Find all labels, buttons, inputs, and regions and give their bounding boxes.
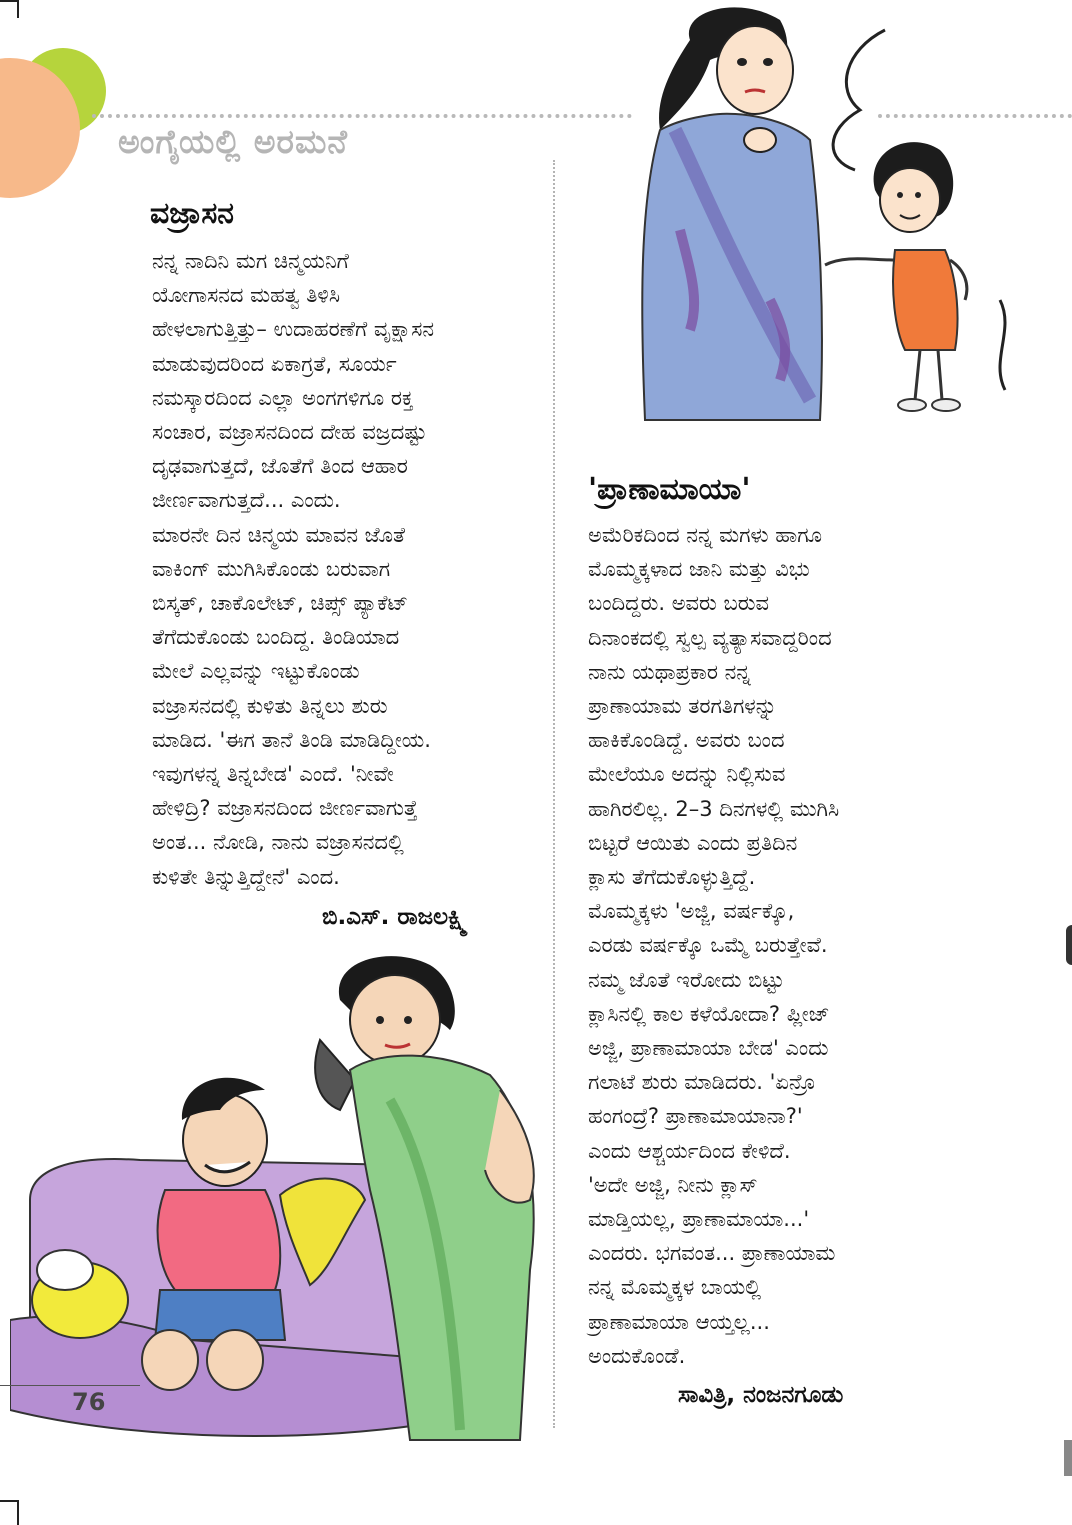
edge-thumb-mark <box>1064 1440 1072 1476</box>
page-number: 76 <box>72 1388 106 1416</box>
story2-line: ಎಂದರು. ಭಗವಂತ... ಪ್ರಾಣಾಯಾಮ <box>588 1241 836 1266</box>
story2-line: ಅಂದುಕೊಂಡೆ. <box>588 1343 686 1368</box>
story1-line: ನನ್ನ ನಾದಿನಿ ಮಗ ಚಿನ್ಮಯನಿಗೆ <box>152 249 349 273</box>
story1-line: ಜೀರ್ಣವಾಗುತ್ತದೆ... ಎಂದು. <box>152 488 341 513</box>
story2-line: ಎಂದು ಆಶ್ಚರ್ಯದಿಂದ ಕೇಳಿದೆ. <box>588 1138 791 1163</box>
story2-line: ಪ್ರಾಣಾಯಾಮ ತರಗತಿಗಳನ್ನು <box>588 694 777 719</box>
story2-body <box>588 518 839 1373</box>
story2-line: ಮೊಮ್ಮಕ್ಕಳು 'ಅಜ್ಜಿ, ವರ್ಷಕ್ಕೊ, <box>588 899 795 924</box>
crop-mark-top-v <box>17 0 19 18</box>
story1-line: ಕುಳಿತೇ ತಿನ್ನುತ್ತಿದ್ದೇನೆ' ಎಂದ. <box>152 864 340 889</box>
story2-line: ನಾನು ಯಥಾಪ್ರಕಾರ ನನ್ನ <box>588 659 751 684</box>
story1-line: ಮಾಡುವುದರಿಂದ ಏಕಾಗ್ರತೆ, ಸೂರ್ಯ <box>152 351 397 376</box>
crop-mark-bottom-v <box>17 1500 19 1525</box>
story2-line: ಅಮೆರಿಕದಿಂದ ನನ್ನ ಮಗಳು ಹಾಗೂ <box>588 523 822 547</box>
header-dotted-rule-left <box>92 114 632 118</box>
story2-line: ಅಜ್ಜಿ, ಪ್ರಾಣಾಮಾಯಾ ಬೇಡ' ಎಂದು <box>588 1036 829 1061</box>
story2-line: ಗಲಾಟೆ ಶುರು ಮಾಡಿದರು. 'ಏನ್ರೊ <box>588 1070 816 1095</box>
story2-line: ಮೊಮ್ಮಕ್ಕಳಾದ ಜಾನಿ ಮತ್ತು ವಿಭು <box>588 557 810 582</box>
story1-line: ಮಾರನೇ ದಿನ ಚಿನ್ಮಯ ಮಾವನ ಜೊತೆ <box>152 522 405 547</box>
story2-line: ಪ್ರಾಣಾಮಾಯಾ ಆಯ್ತಲ್ಲ... <box>588 1309 770 1334</box>
story1-line: ಹೇಳಲಾಗುತ್ತಿತ್ತು– ಉದಾಹರಣೆಗೆ ವೃಕ್ಷಾಸನ <box>152 317 435 342</box>
story2-line: ಹಂಗಂದ್ರೆ? ಪ್ರಾಣಾಮಾಯಾನಾ?' <box>588 1104 803 1129</box>
story2-line: ಹಾಗಿರಲಿಲ್ಲ. 2–3 ದಿನಗಳಲ್ಲಿ ಮುಗಿಸಿ <box>588 796 840 821</box>
woman-and-girl-illustration <box>620 0 1072 440</box>
story1-line: ವಾಕಿಂಗ್ ಮುಗಿಸಿಕೊಂಡು ಬರುವಾಗ <box>152 556 391 581</box>
story2-line: ಬಂದಿದ್ದರು. ಅವರು ಬರುವ <box>588 591 769 616</box>
story1-title: ವಜ್ರಾಸನ <box>150 196 234 231</box>
crop-mark-top <box>0 0 18 2</box>
story1-line: ಹೇಳಿದ್ರಿ? ವಜ್ರಾಸನದಿಂದ ಜೀರ್ಣವಾಗುತ್ತೆ <box>152 796 418 821</box>
story2-line: ಕ್ಲಾಸು ತೆಗೆದುಕೊಳ್ಳುತ್ತಿದ್ದೆ. <box>588 865 756 890</box>
story1-line: ಬಿಸ್ಕತ್, ಚಾಕೊಲೇಟ್, ಚಿಪ್ಸ್ ಪ್ಯಾಕೆಟ್ <box>152 591 409 616</box>
story1-line: ಅಂತ... ನೋಡಿ, ನಾನು ವಜ್ರಾಸನದಲ್ಲಿ <box>152 830 404 855</box>
section-title: ಅಂಗೈಯಲ್ಲಿ ಅರಮನೆ <box>118 122 349 161</box>
story2-line: ದಿನಾಂಕದಲ್ಲಿ ಸ್ವಲ್ಪ ವ್ಯತ್ಯಾಸವಾದ್ದರಿಂದ <box>588 625 832 650</box>
story2-line: ನಮ್ಮ ಜೊತೆ ಇರೋದು ಬಿಟ್ಟು <box>588 967 785 992</box>
story1-line: ನಮಸ್ಕಾರದಿಂದ ಎಲ್ಲಾ ಅಂಗಗಳಿಗೂ ರಕ್ತ <box>152 385 414 410</box>
story2-line: 'ಅದೇ ಅಜ್ಜಿ, ನೀನು ಕ್ಲಾಸ್ <box>588 1172 758 1197</box>
story1-line: ಮೇಲೆ ಎಲ್ಲವನ್ನು ಇಟ್ಟುಕೊಂಡು <box>152 659 360 684</box>
story1-line: ದೃಢವಾಗುತ್ತದೆ, ಜೊತೆಗೆ ತಿಂದ ಆಹಾರ <box>152 454 408 479</box>
story1-line: ಯೋಗಾಸನದ ಮಹತ್ವ ತಿಳಿಸಿ <box>152 283 340 308</box>
crop-mark-bottom <box>0 1500 18 1502</box>
story2-line: ಹಾಕಿಕೊಂಡಿದ್ದೆ. ಅವರು ಬಂದ <box>588 728 785 753</box>
story1-line: ಇವುಗಳನ್ನ ತಿನ್ನಬೇಡ' ಎಂದೆ. 'ನೀವೇ <box>152 762 394 787</box>
story2-title: 'ಪ್ರಾಣಾಮಾಯಾ' <box>588 472 751 507</box>
story1-author: ಬಿ.ಎಸ್. ರಾಜಲಕ್ಷ್ಮಿ <box>322 904 468 930</box>
edge-tab-mark <box>1066 925 1072 965</box>
story1-body <box>152 244 434 894</box>
story2-line: ಮಾಡ್ತಿಯಲ್ಲ, ಪ್ರಾಣಾಮಾಯಾ...' <box>588 1207 810 1232</box>
story1-line: ವಜ್ರಾಸನದಲ್ಲಿ ಕುಳಿತು ತಿನ್ನಲು ಶುರು <box>152 693 388 718</box>
story2-line: ಬಿಟ್ಟರೆ ಆಯಿತು ಎಂದು ಪ್ರತಿದಿನ <box>588 830 798 855</box>
story2-author: ಸಾವಿತ್ರಿ, ನಂಜನಗೂಡು <box>678 1382 844 1408</box>
story2-line: ಮೇಲೆಯೂ ಅದನ್ನು ನಿಲ್ಲಿಸುವ <box>588 762 786 787</box>
footer-rule <box>0 1385 140 1386</box>
story2-line: ನನ್ನ ಮೊಮ್ಮಕ್ಕಳ ಬಾಯಲ್ಲಿ <box>588 1275 762 1300</box>
story2-line: ಕ್ಲಾಸಿನಲ್ಲಿ ಕಾಲ ಕಳೆಯೋದಾ? ಪ್ಲೀಜ್ <box>588 1001 830 1026</box>
story1-line: ಮಾಡಿದ. 'ಈಗ ತಾನೆ ತಿಂಡಿ ಮಾಡಿದ್ದೀಯ. <box>152 727 431 752</box>
story1-line: ತೆಗೆದುಕೊಂಡು ಬಂದಿದ್ದ. ತಿಂಡಿಯಾದ <box>152 625 400 650</box>
story2-line: ಎರಡು ವರ್ಷಕ್ಕೊ ಒಮ್ಮೆ ಬರುತ್ತೇವೆ. <box>588 933 828 958</box>
story1-line: ಸಂಚಾರ, ವಜ್ರಾಸನದಿಂದ ದೇಹ ವಜ್ರದಷ್ಟು <box>152 420 427 445</box>
